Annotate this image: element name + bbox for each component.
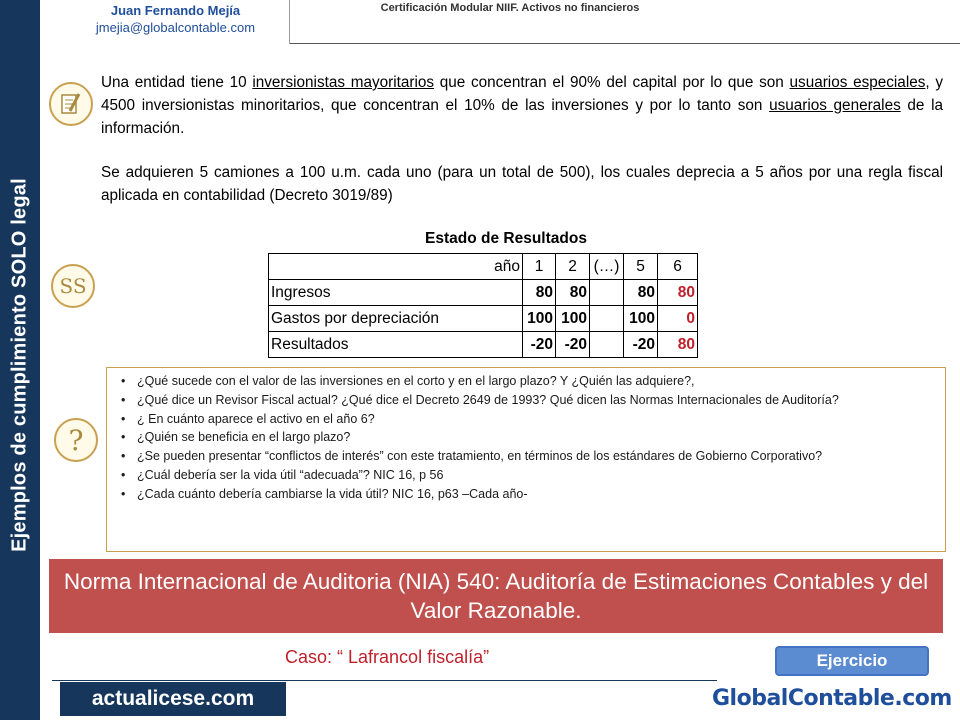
questions-box xyxy=(106,367,946,552)
income-statement-table xyxy=(268,253,698,358)
table-cell: 100 xyxy=(523,306,556,332)
table-cell xyxy=(590,306,624,332)
row-label: Gastos por depreciación xyxy=(269,306,523,332)
table-cell xyxy=(590,280,624,306)
table-cell: -20 xyxy=(624,332,658,358)
table-header-row xyxy=(269,254,698,280)
author-email[interactable]: jmejia@globalcontable.com xyxy=(95,20,256,35)
table-cell: -20 xyxy=(523,332,556,358)
year-col: 5 xyxy=(624,254,658,280)
row-label: Ingresos xyxy=(269,280,523,306)
table-cell: 100 xyxy=(624,306,658,332)
ss-icon: SS xyxy=(51,264,95,308)
table-cell: 80 xyxy=(658,280,698,306)
footer-divider xyxy=(52,680,717,681)
list-item: • ¿Cuál debería ser la vida útil “adecuada”? NIC 16, p 56 xyxy=(115,467,937,484)
table-row xyxy=(269,306,698,332)
table-cell: 100 xyxy=(556,306,590,332)
table-cell: 80 xyxy=(624,280,658,306)
author-name: Juan Fernando Mejía xyxy=(110,3,241,18)
table-cell: 80 xyxy=(658,332,698,358)
list-item: • ¿Quién se beneficia en el largo plazo? xyxy=(115,429,937,446)
case-label: Caso: “ Lafrancol fiscalía” xyxy=(285,647,490,667)
list-item: • ¿Qué sucede con el valor de las inversiones en el corto y en el largo plazo? Y ¿Quién las adquiere?, xyxy=(115,373,937,390)
list-item: • ¿ En cuánto aparece el activo en el año 6? xyxy=(115,411,937,428)
row-label: Resultados xyxy=(269,332,523,358)
year-col: 6 xyxy=(658,254,698,280)
year-col: 1 xyxy=(523,254,556,280)
globalcontable-logo[interactable]: GlobalContable.com xyxy=(712,686,952,711)
table-cell: 0 xyxy=(658,306,698,332)
underlined-term: usuarios generales xyxy=(769,97,901,114)
left-sidebar xyxy=(0,0,40,720)
pencil-icon xyxy=(49,82,93,126)
table-cell: 80 xyxy=(556,280,590,306)
exercise-button[interactable]: Ejercicio xyxy=(775,646,929,676)
year-col: 2 xyxy=(556,254,590,280)
nia-banner: Norma Internacional de Auditoria (NIA) 540: Auditoría de Estimaciones Contables y del Valor Razonable. xyxy=(49,559,943,633)
actualicese-logo[interactable]: actualicese.com xyxy=(60,682,286,716)
context-paragraph: Una entidad tiene 10 inversionistas mayoritarios que concentran el 90% del capital por lo que son usuarios especiales, y 4500 inversionistas minoritarios, que concentran el 10% de las inversiones y por lo tanto son usuarios generales de la información. xyxy=(101,74,944,137)
header-divider xyxy=(290,43,960,44)
underlined-term: inversionistas mayoritarios xyxy=(252,74,435,91)
sidebar-vertical-title: Ejemplos de cumplimiento SOLO legal xyxy=(8,178,31,552)
course-title: Certificación Modular NIIF. Activos no financieros xyxy=(380,2,640,14)
list-item: • ¿Se pueden presentar “conflictos de interés” con este tratamiento, en términos de los estándares de Gobierno Corporativo? xyxy=(115,448,937,465)
table-row xyxy=(269,280,698,306)
questions-list xyxy=(115,373,937,503)
year-col: (…) xyxy=(590,254,624,280)
author-box xyxy=(62,0,290,44)
list-item: • ¿Cada cuánto debería cambiarse la vida útil? NIC 16, p63 –Cada año- xyxy=(115,486,937,503)
question-icon: ? xyxy=(54,418,98,462)
list-item: • ¿Qué dice un Revisor Fiscal actual? ¿Qué dice el Decreto 2649 de 1993? Qué dicen las Normas Internacionales de Auditoría? xyxy=(115,392,937,409)
year-header: año xyxy=(269,254,523,280)
acquisition-paragraph: Se adquieren 5 camiones a 100 u.m. cada uno (para un total de 500), los cuales deprecia a 5 años por una regla fiscal aplicada en contabilidad (Decreto 3019/89) xyxy=(101,164,943,204)
table-row xyxy=(269,332,698,358)
table-cell: 80 xyxy=(523,280,556,306)
table-cell xyxy=(590,332,624,358)
table-cell: -20 xyxy=(556,332,590,358)
underlined-term: usuarios especiales xyxy=(789,74,926,91)
statement-title: Estado de Resultados xyxy=(425,230,587,247)
